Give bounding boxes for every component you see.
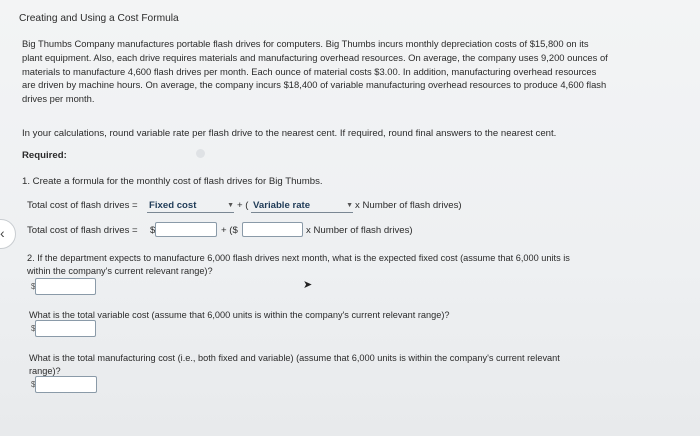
variable-rate-select-value: Variable rate: [253, 200, 311, 211]
variable-rate-select[interactable]: [251, 200, 353, 213]
dollar-sign: $: [31, 380, 36, 389]
fixed-cost-input[interactable]: [155, 222, 217, 237]
dollar-sign: $: [150, 225, 156, 236]
q1-prompt: 1. Create a formula for the monthly cost of flash drives for Big Thumbs.: [22, 176, 323, 187]
instructions: In your calculations, round variable rate per flash drive to the nearest cent. If required, round final answers to the nearest cent.: [22, 128, 557, 139]
variable-cost-answer-input[interactable]: [35, 320, 96, 337]
intro-line: are driven by machine hours. On average, the company incurs $18,400 of variable manufacturing overhead resources to produce 4,600 flash: [22, 79, 607, 91]
q2-prompt-line2: within the company's current relevant range)?: [27, 266, 213, 276]
intro-line: drives per month.: [22, 93, 95, 105]
q2-prompt-line1: 2. If the department expects to manufacture 6,000 flash drives next month, what is the expected fixed cost (assume that 6,000 units is: [27, 253, 570, 263]
dollar-sign: $: [31, 282, 36, 291]
q3-prompt: What is the total variable cost (assume that 6,000 units is within the company's current relevant range)?: [29, 310, 450, 320]
chevron-left-icon: ‹: [0, 225, 5, 241]
total-cost-answer-input[interactable]: [35, 376, 97, 393]
times-units: x Number of flash drives): [355, 200, 462, 211]
row2-times-units: x Number of flash drives): [306, 225, 413, 236]
problem-intro: [22, 37, 682, 106]
dollar-sign: $: [31, 324, 36, 333]
intro-line: Big Thumbs Company manufactures portable flash drives for computers. Big Thumbs incurs monthly depreciation costs of $15,800 on its: [22, 38, 589, 49]
intro-line: plant equipment. Also, each drive requires materials and manufacturing overhead resources. On average, the company uses 9,200 ounces of: [22, 51, 608, 63]
required-label: Required:: [22, 150, 67, 161]
chevron-down-icon: ▼: [346, 202, 353, 209]
fixed-cost-select[interactable]: [147, 200, 234, 213]
plus-dollar: + ($: [221, 225, 238, 236]
fixed-cost-select-value: Fixed cost: [149, 200, 197, 211]
q4-prompt-line1: What is the total manufacturing cost (i.e., both fixed and variable) (assume that 6,000 units is within the company's current relevant: [29, 353, 560, 363]
formula-label-row2: Total cost of flash drives =: [27, 225, 138, 236]
intro-line: materials to manufacture 4,600 flash drives per month. Each ounce of material costs $3.00. In addition, manufacturing overhead resources: [22, 65, 597, 77]
decorative-dot: [196, 149, 205, 158]
page-title: Creating and Using a Cost Formula: [19, 13, 179, 24]
variable-rate-input[interactable]: [242, 222, 303, 237]
plus-paren: + (: [237, 200, 249, 211]
q4-prompt-line2: range)?: [29, 366, 61, 376]
mouse-pointer-icon: ➤: [303, 279, 313, 291]
chevron-down-icon: ▼: [227, 202, 234, 209]
formula-label: Total cost of flash drives =: [27, 200, 138, 211]
fixed-cost-answer-input[interactable]: [35, 278, 96, 295]
previous-button[interactable]: [0, 219, 16, 249]
